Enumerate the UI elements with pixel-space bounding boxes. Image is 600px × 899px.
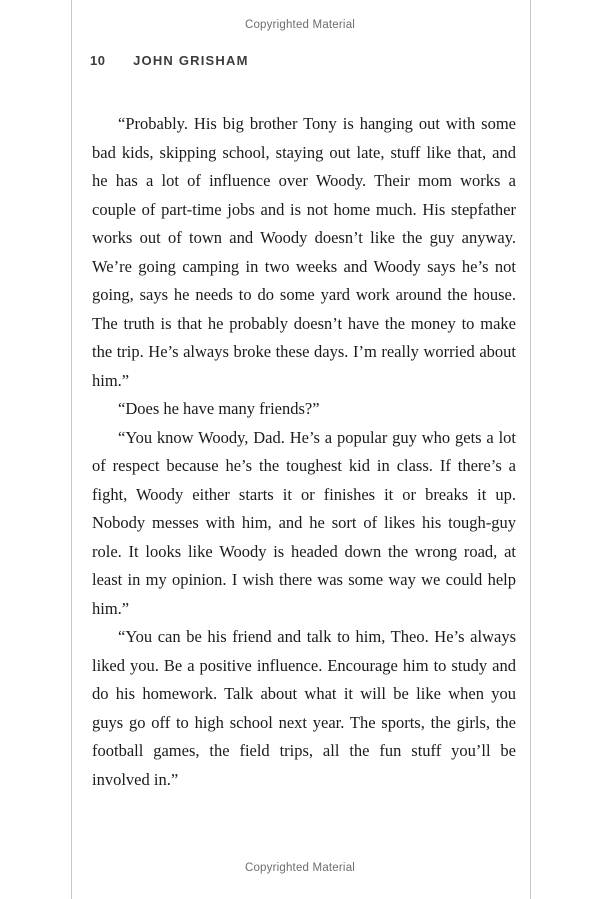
copyright-notice-top: Copyrighted Material: [244, 19, 356, 31]
page-body: [92, 110, 516, 794]
page-header: [90, 53, 249, 68]
copyright-notice-bottom: Copyrighted Material: [244, 862, 356, 874]
paragraph-4: “You can be his friend and talk to him, Theo. He’s always liked you. Be a positive influence. Encourage him to study and do his homework. Talk about what it will be like when you guys go off to high school next year. The sports, the girls, the football games, the field trips, all the fun stuff you’ll be involved in.”: [92, 627, 516, 789]
paragraph-3: “You know Woody, Dad. He’s a popular guy who gets a lot of respect because he’s the toughest kid in class. If there’s a fight, Woody either starts it or finishes it or breaks it up. Nobody messes with him, and he sort of likes his tough-guy role. It looks like Woody is headed down the wrong road, at least in my opinion. I wish there was some way we could help him.”: [92, 427, 516, 618]
author-name: JOHN GRISHAM: [133, 53, 249, 68]
page-number: 10: [90, 53, 106, 68]
page-edge-line-right: [530, 0, 531, 899]
page-edge-line-left: [71, 0, 72, 899]
paragraph-2: “Does he have many friends?”: [118, 399, 320, 418]
paragraph-1: “Probably. His big brother Tony is hanging out with some bad kids, skipping school, staying out late, stuff like that, and he has a lot of influence over Woody. Their mom works a couple of part-time jobs and is not home much. His stepfather works out of town and Woody doesn’t like the guy anyway. We’re going camping in two weeks and Woody says he’s not going, says he needs to do some yard work around the house. The truth is that he probably doesn’t have the money to make the trip. He’s always broke these days. I’m really worried about him.”: [92, 114, 516, 390]
